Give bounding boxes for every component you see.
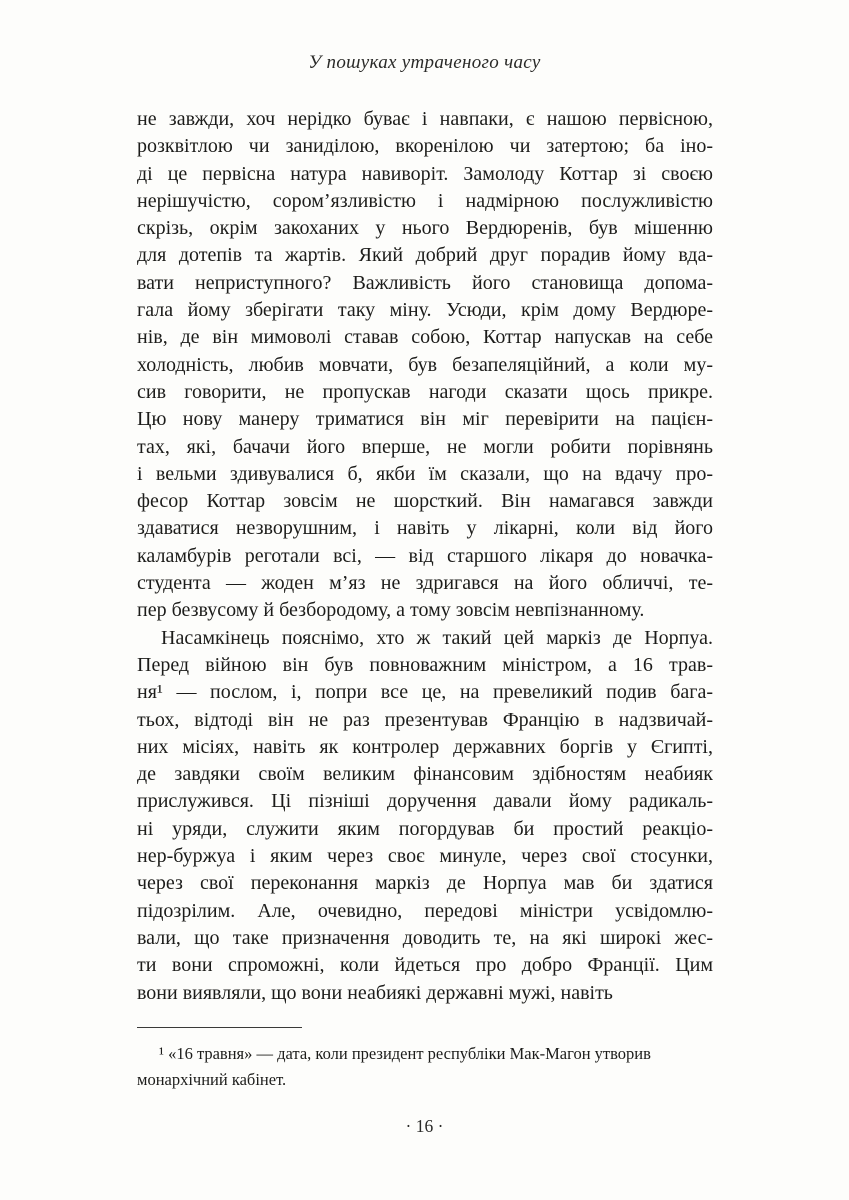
body-line: студента — жоден м’яз не здригався на його обличчі, те- (137, 572, 713, 595)
body-line: холодність, любив мовчати, був безапеляційний, а коли му- (137, 353, 713, 376)
body-line: розквітлою чи заниділою, вкоренілою чи затертою; ба іно- (137, 135, 713, 158)
body-line: для дотепів та жартів. Який добрий друг порадив йому вда- (137, 244, 713, 267)
body-line: ня¹ — послом, і, попри все це, на превеликий подив бага- (137, 681, 713, 704)
footnote-separator (137, 1027, 302, 1028)
body-line: тьох, відтоді він не раз презентував Францію в надзвичай- (137, 708, 713, 731)
page-number: · 16 · (405, 1116, 444, 1136)
body-line: гала йому зберігати таку міну. Усюди, крім дому Вердюре- (137, 299, 713, 322)
body-line: де завдяки своїм великим фінансовим здібностям неабияк (137, 763, 713, 786)
body-line: вали, що таке призначення доводить те, на які широкі жес- (137, 926, 713, 949)
body-line: ні уряди, служити яким погордував би простий реакціо- (137, 817, 713, 840)
body-line: вати неприступного? Важливість його становища допома- (137, 271, 713, 294)
body-line: ти вони спроможні, коли йдеться про добро Франції. Цим (137, 954, 713, 977)
body-line: пер безвусому й безбородому, а тому зовсім невпізнанному. (137, 599, 645, 622)
body-line: ді це первісна натура навиворіт. Замолоду Коттар зі своєю (137, 162, 713, 185)
body-line: нер-буржуа і яким через своє минуле, через свої стосунки, (137, 845, 713, 868)
body-line: прислужився. Ці пізніші доручення давали йому радикаль- (137, 790, 713, 813)
body-line: Насамкінець пояснімо, хто ж такий цей маркіз де Норпуа. (161, 626, 713, 649)
body-line: нів, де він мимоволі ставав собою, Коттар напускав на себе (137, 326, 713, 349)
body-line: Перед війною він був повноважним міністром, а 16 трав- (137, 653, 713, 676)
body-line: Цю нову манеру триматися він міг перевірити на пацієн- (137, 408, 713, 431)
body-text (137, 106, 713, 1007)
body-line: сив говорити, не пропускав нагоди сказати щось прикре. (137, 380, 713, 403)
body-line: і вельми здивувалися б, якби їм сказали, що на вдачу про- (137, 462, 713, 485)
body-line: них місіях, навіть як контролер державних боргів у Єгипті, (137, 735, 713, 758)
body-line: підозрілим. Але, очевидно, передові міністри усвідомлю- (137, 899, 713, 922)
footnote (137, 1041, 713, 1093)
running-title: У пошуках утраченого часу (308, 52, 541, 73)
body-line: каламбурів реготали всі, — від старшого лікаря до новачка- (137, 544, 713, 567)
body-line: не завжди, хоч нерідко буває і навпаки, є нашою первісною, (137, 108, 713, 130)
body-line: здаватися незворушним, і навіть у лікарні, коли від його (137, 517, 713, 540)
body-line: вони виявляли, що вони неабиякі державні мужі, навіть (137, 981, 613, 1004)
footnote-line: ¹ «16 травня» — дата, коли президент республіки Мак-Магон утворив (159, 1044, 651, 1063)
footnote-line: монархічний кабінет. (137, 1070, 287, 1089)
body-line: скрізь, окрім закоханих у нього Вердюренів, був мішенню (137, 217, 713, 240)
body-line: фесор Коттар зовсім не шорсткий. Він намагався завжди (137, 490, 713, 513)
body-line: тах, які, бачачи його вперше, не могли робити порівнянь (137, 435, 713, 458)
body-line: через свої переконання маркіз де Норпуа мав би здатися (137, 872, 713, 895)
body-line: нерішучістю, сором’язливістю і надмірною послужливістю (137, 189, 713, 212)
